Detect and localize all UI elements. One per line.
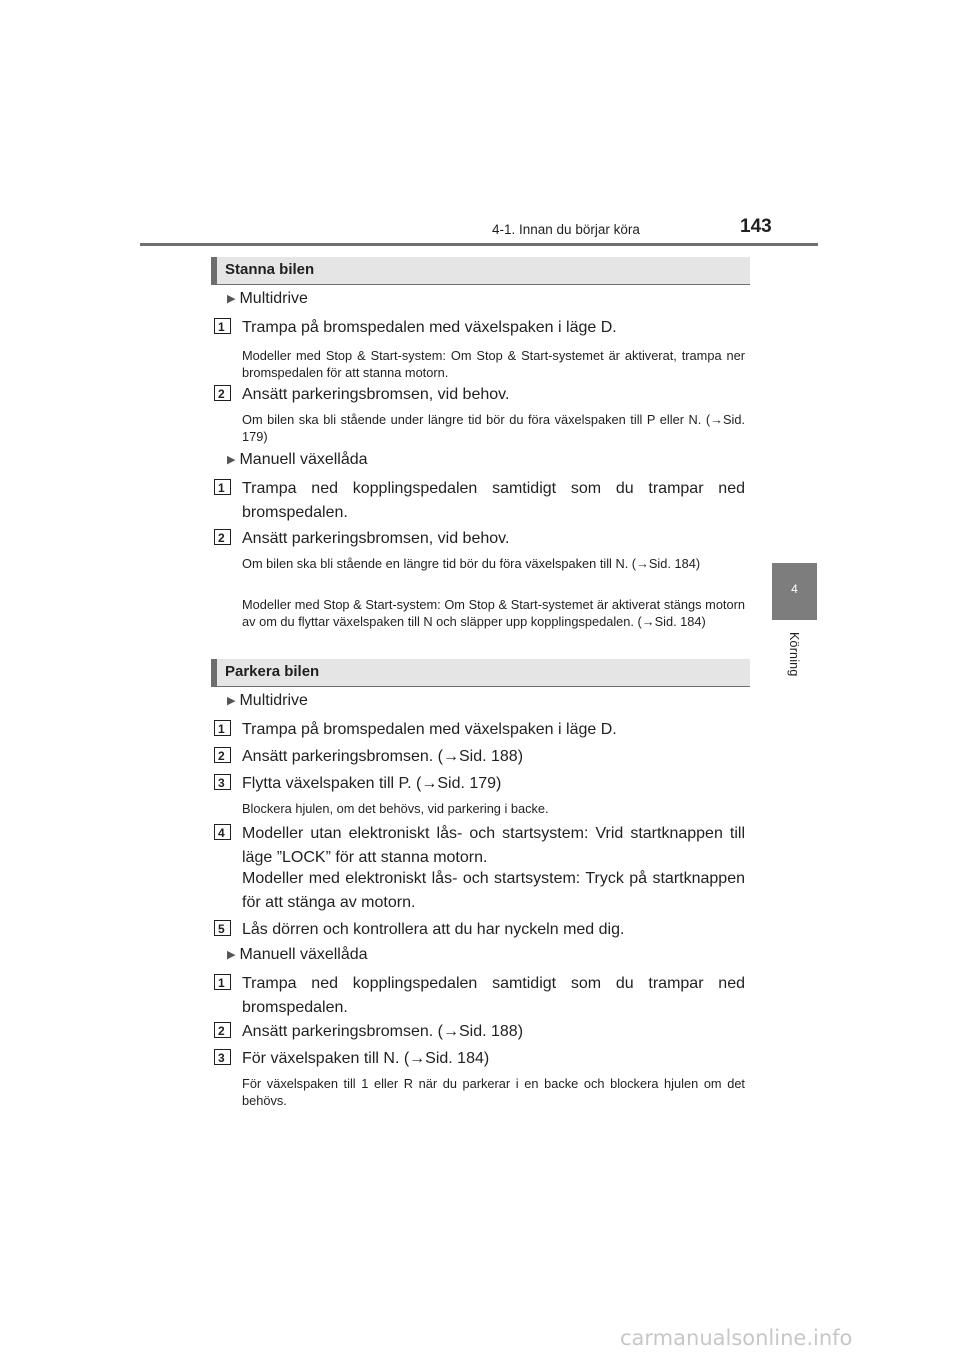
header-divider	[140, 243, 818, 246]
step-number-badge: 2	[214, 1022, 231, 1038]
step-text: Ansätt parkeringsbromsen. (→Sid. 188)	[242, 1023, 524, 1040]
step-note: Modeller med Stop & Start-system: Om Stop & Start-systemet är aktiverat stängs motorn av om du flyttar växelspaken till N och släpper upp kopplingspedalen. (→Sid. 184)	[242, 597, 745, 629]
step-number-badge: 2	[214, 747, 231, 763]
step-text: Ansätt parkeringsbromsen. (→Sid. 188)	[242, 748, 524, 765]
step-note: Blockera hjulen, om det behövs, vid parkering i backe.	[242, 801, 549, 816]
section-title: 4-1. Innan du börjar köra	[492, 222, 640, 237]
step-number-badge: 4	[214, 824, 231, 840]
step-number-badge: 5	[214, 920, 231, 936]
group-label-manual: ▶ Manuell växellåda	[227, 946, 368, 963]
heading-bar	[211, 659, 217, 686]
step-number-badge: 2	[214, 529, 231, 545]
step-text: Ansätt parkeringsbromsen, vid behov.	[242, 530, 510, 547]
step-number-badge: 3	[214, 774, 231, 790]
chapter-number: 4	[791, 582, 798, 596]
step-number-badge: 1	[214, 720, 231, 736]
step-text: Ansätt parkeringsbromsen, vid behov.	[242, 386, 510, 403]
triangle-icon: ▶	[227, 293, 236, 305]
section-heading-parkera	[211, 659, 750, 687]
step-number-badge: 2	[214, 385, 231, 401]
section-heading-title: Parkera bilen	[225, 663, 320, 680]
step-text: Modeller med elektroniskt lås- och startsystem: Tryck på startknappen för att stänga av motorn.	[242, 870, 745, 911]
step-number-badge: 1	[214, 318, 231, 334]
step-note: Om bilen ska bli stående en längre tid bör du föra växelspaken till N. (→Sid. 184)	[242, 556, 701, 571]
step-note: För växelspaken till 1 eller R när du parkerar i en backe och blockera hjulen om det behövs.	[242, 1076, 745, 1108]
step-number-badge: 1	[214, 479, 231, 495]
step-text: Flytta växelspaken till P. (→Sid. 179)	[242, 775, 502, 792]
group-label-multidrive: ▶ Multidrive	[227, 290, 308, 307]
step-number-badge: 1	[214, 974, 231, 990]
step-text: Lås dörren och kontrollera att du har nyckeln med dig.	[242, 921, 625, 938]
step-text: Trampa på bromspedalen med växelspaken i läge D.	[242, 721, 617, 738]
section-heading-title: Stanna bilen	[225, 261, 315, 278]
group-label-multidrive: ▶ Multidrive	[227, 692, 308, 709]
step-text: Trampa ned kopplingspedalen samtidigt som du trampar ned bromspedalen.	[242, 975, 745, 1016]
group-label-manual: ▶ Manuell växellåda	[227, 451, 368, 468]
footer-watermark: carmanualsonline.info	[620, 1326, 853, 1350]
step-text: Trampa ned kopplingspedalen samtidigt som du trampar ned bromspedalen.	[242, 480, 745, 521]
heading-bar	[211, 257, 217, 284]
triangle-icon: ▶	[227, 695, 236, 707]
chapter-label: Körning	[787, 632, 801, 677]
triangle-icon: ▶	[227, 949, 236, 961]
step-number-badge: 3	[214, 1049, 231, 1065]
page-number: 143	[740, 216, 772, 237]
page-header	[140, 212, 818, 246]
step-note: Om bilen ska bli stående under längre tid bör du föra växelspaken till P eller N. (→Sid. 179)	[242, 412, 745, 444]
step-note: Modeller med Stop & Start-system: Om Stop & Start-systemet är aktiverat, trampa ner bromspedalen för att stanna motorn.	[242, 348, 745, 380]
section-heading-stanna	[211, 257, 750, 285]
step-text: Modeller utan elektroniskt lås- och startsystem: Vrid startknappen till läge ”LOCK” för att stanna motorn.	[242, 825, 745, 866]
step-text: Trampa på bromspedalen med växelspaken i läge D.	[242, 319, 617, 336]
step-text: För växelspaken till N. (→Sid. 184)	[242, 1050, 490, 1067]
chapter-tab[interactable]	[772, 563, 817, 620]
triangle-icon: ▶	[227, 454, 236, 466]
